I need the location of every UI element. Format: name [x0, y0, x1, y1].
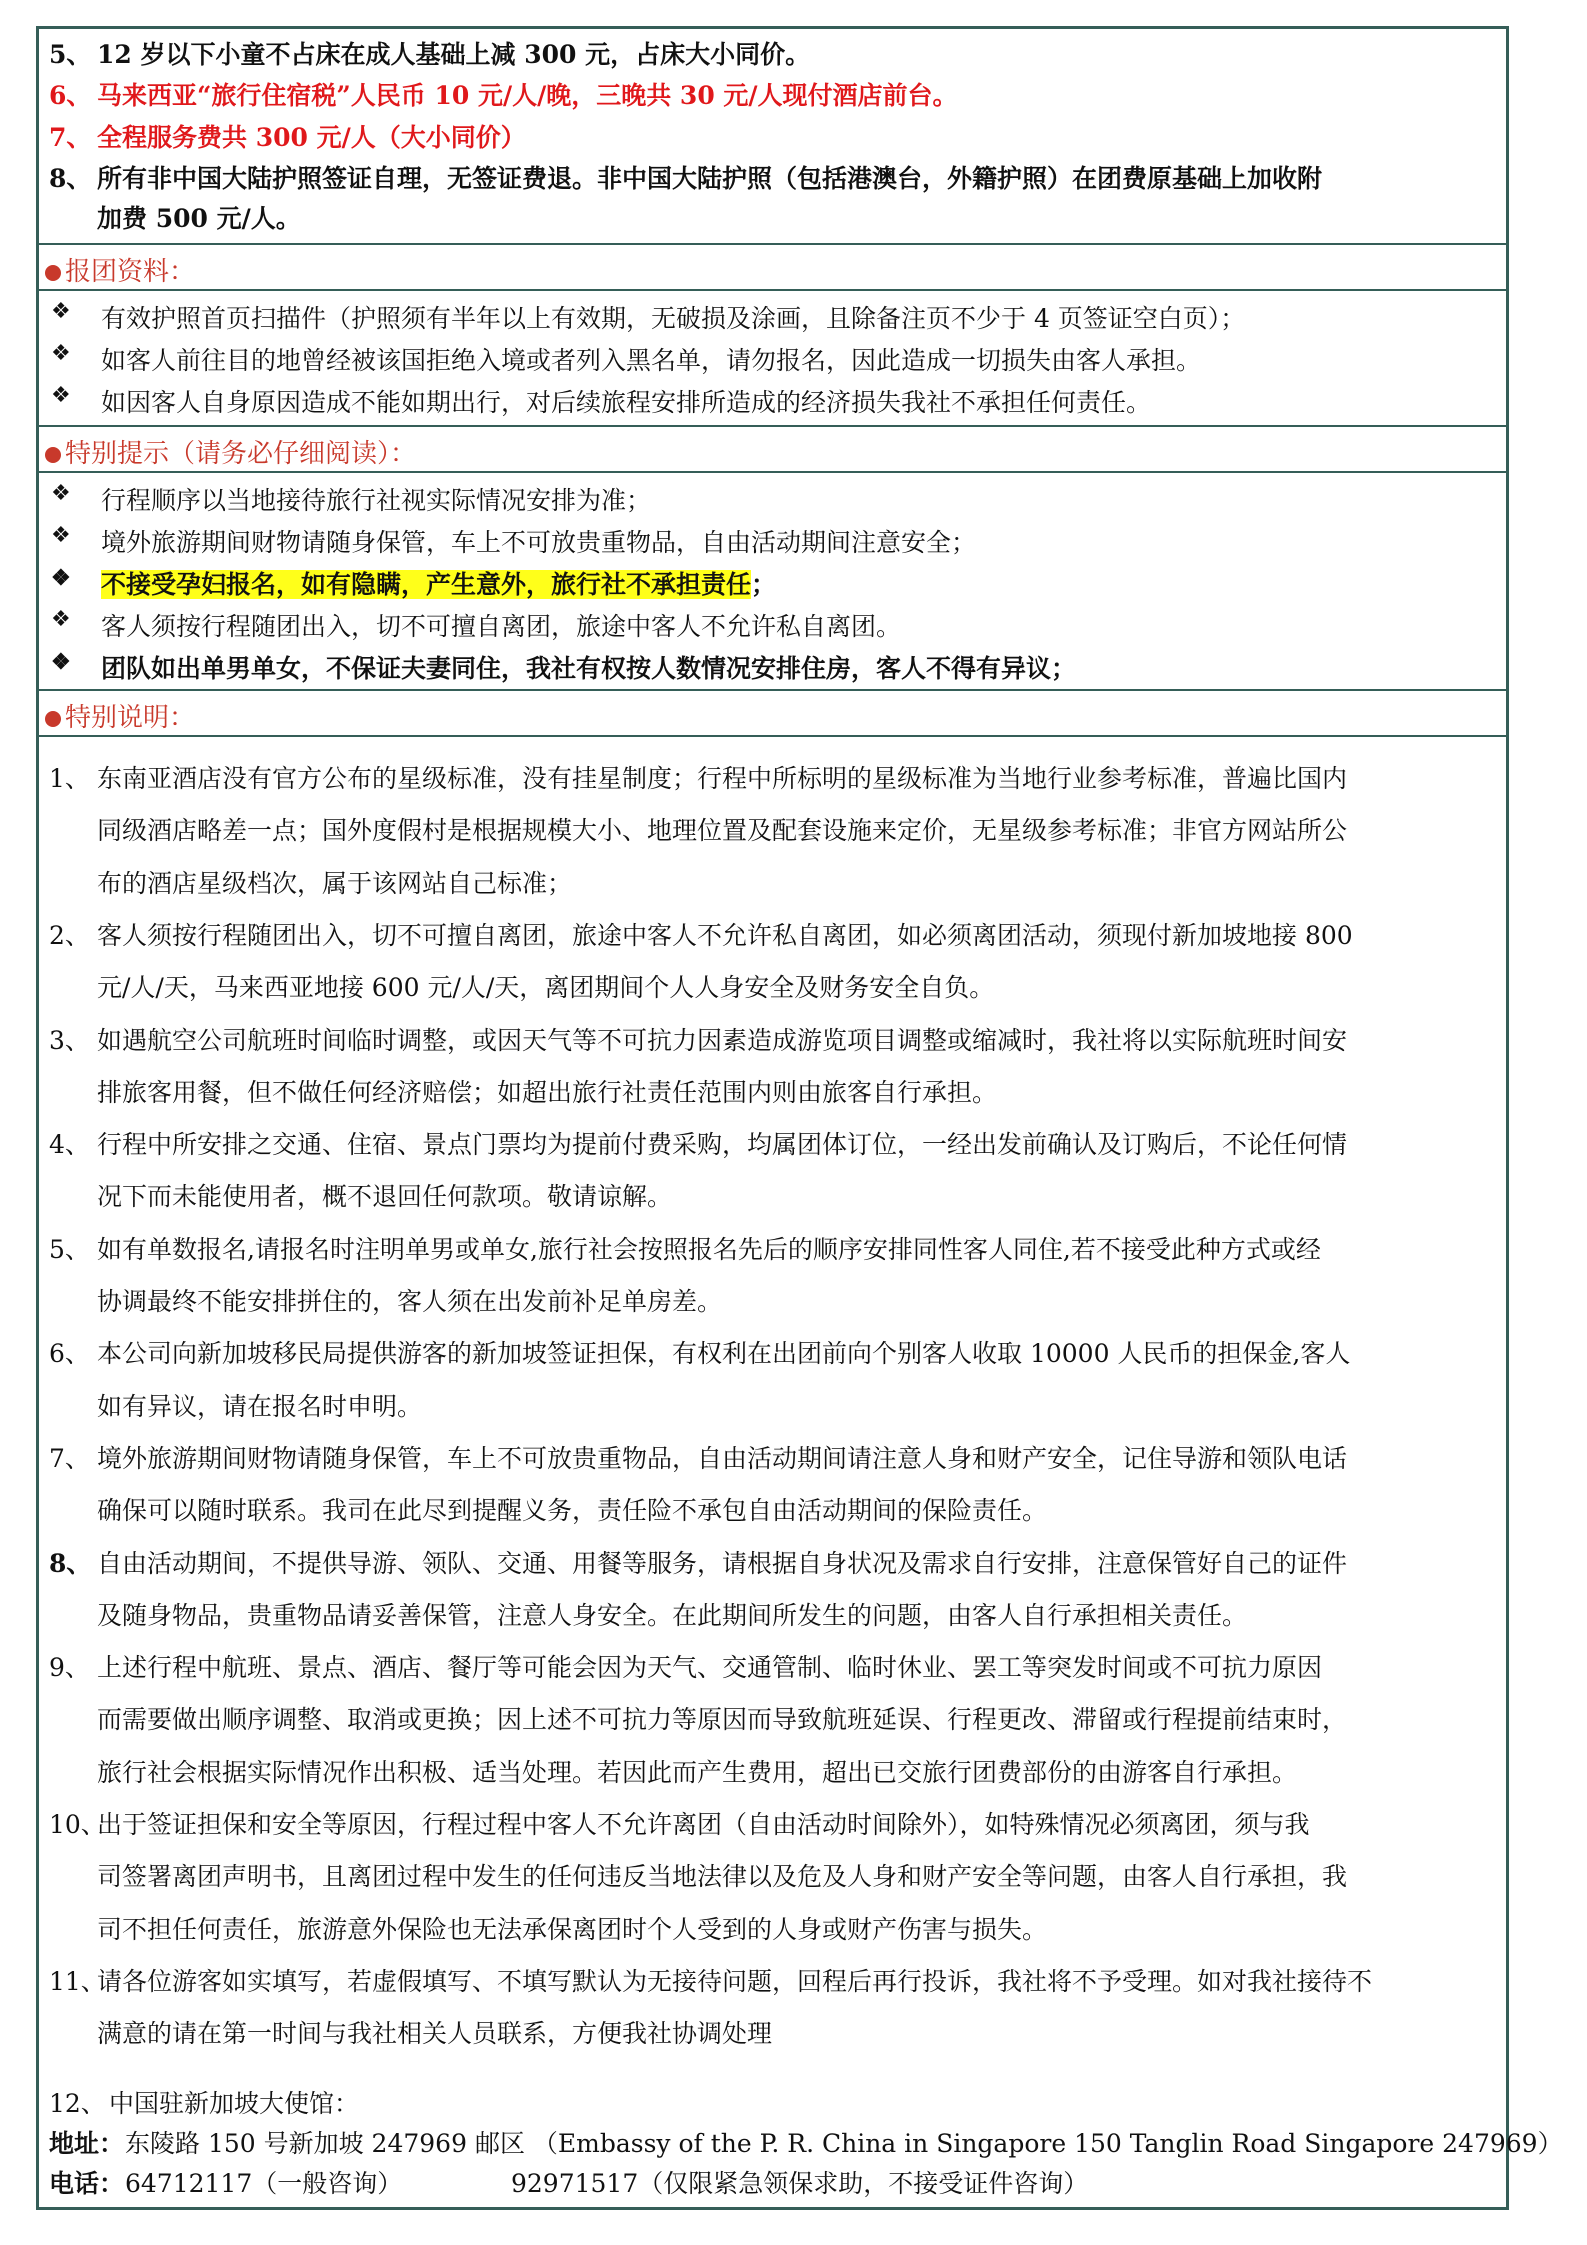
item-number: 12、 [49, 2089, 106, 2118]
note-text: 上述行程中航班、景点、酒店、餐厅等可能会因为天气、交通管制、临时休业、罢工等突发时间或不可抗力原因 [97, 1653, 1323, 1683]
note-text: 如有异议，请在报名时申明。 [97, 1391, 423, 1421]
address-text: 东陵路 150 号新加坡 247969 邮区 （Embassy of the P. R. China in Singapore 150 Tanglin Road Singapore 247969） [125, 2129, 1563, 2158]
bullet-dot-icon [45, 265, 61, 281]
item-number: 6、 [49, 1339, 90, 1369]
item-number: 3、 [49, 1025, 90, 1055]
document-frame: 5、 12 岁以下小童不占床在成人基础上减 300 元，占床大小同价。 6、 马来西亚“旅行住宿税”人民币 10 元/人/晚，三晚共 30 元/人现付酒店前台。 7、 全程服务费共 300 元/人（大小同价） 8、 所有非中国大陆护照签证自理，无签证费退。非中国大陆护照（包括港澳台，外籍护照）在团费原基础上加收附 加费 500 元/人。 报团资料： ❖ 有效护照首页扫描件（护照须有半年以上有效期，无破损及涂画，且除备注页不少于 4 页签证空白页）； ❖ 如客人前往目的地曾经被该国拒绝入境或者列入黑名单，请勿报名，因此造成一切损失由客人承担。 ❖ 如因客人自身原因造成不能如期出行，对后续旅程安排所造成的经济损失我社不承担任何责任。 特别提示（请务必仔细阅读）： ❖ 行程顺序以当地接待旅行社视实际情况安排为准； ❖ 境外旅游期间财物请随身保管，车上不可放贵重物品，自由活动期间注意安全； ❖ 不接受孕妇报名，如有隐瞒，产生意外，旅行社不承担责任； ❖ 客人须按行程随团出入，切不可擅自离团，旅途中客人不允许私自离团。 ❖ 团队如出单男单女，不保证夫妻同住，我社有权按人数情况安排住房，客人不得有异议； 特别说明： 1、 东南亚酒店没有官方公布的星级标准，没有挂星制度；行程中所标明的星级标准为当地行业参考标准，普遍比国内 同级酒店略差一点；国外度假村是根据规模大小、地理位置及配套设施来定价，无星级参考标准；非官方网站所公 布的酒店星级档次，属于该网站自己标准； 2、 客人须按行程随团出入，切不可擅自离团，旅途中客人不允许私自离团，如必须离团活动，须现付新加坡地接 800 元/人/天，马来西亚地接 600 元/人/天，离团期间个人人身安全及财务安全自负。 3、 如遇航空公司航班时间临时调整，或因天气等不可抗力因素造成游览项目调整或缩减时，我社将以实际航班时间安 排旅客用餐，但不做任何经济赔偿；如超出旅行社责任范围内则由旅客自行承担。 4、 行程中所安排之交通、住宿、景点门票均为提前付费采购，均属团体订位，一经出发前确认及订购后，不论任何情 况下而未能使用者，概不退回任何款项。敬请谅解。 5、 如有单数报名,请报名时注明单男或单女,旅行社会按照报名先后的顺序安排同性客人同住,若不接受此种方式或经 协调最终不能安排拼住的，客人须在出发前补足单房差。 6、 本公司向新加坡移民局提供游客的新加坡签证担保，有权利在出团前向个别客人收取 10000 人民币的担保金,客人 如有异议，请在报名时申明。 7、 境外旅游期间财物请随身保管，车上不可放贵重物品，自由活动期间请注意人身和财产安全，记住导游和领队电话 确保可以随时联系。我司在此尽到提醒义务，责任险不承包自由活动期间的保险责任。 8、 自由活动期间，不提供导游、领队、交通、用餐等服务，请根据自身状况及需求自行安排，注意保管好自己的证件 及随身物品，贵重物品请妥善保管，注意人身安全。在此期间所发生的问题，由客人自行承担相关责任。 9、 上述行程中航班、景点、酒店、餐厅等可能会因为天气、交通管制、临时休业、罢工等突发时间或不可抗力原因 而需要做出顺序调整、取消或更换；因上述不可抗力等原因而导致航班延误、行程更改、滞留或行程提前结束时， 旅行社会根据实际情况作出积极、适当处理。若因此而产生费用，超出已交旅行团费部份的由游客自行承担。 10、 出于签证担保和安全等原因，行程过程中客人不允许离团（自由活动时间除外），如特殊情况必须离团，须与我 司签署离团声明书，且离团过程中发生的任何违反当地法律以及危及人身和财产安全等问题，由客人自行承担，我 司不担任何责任，旅游意外保险也无法承保离团时个人受到的人身或财产伤害与损失。 11、 请各位游客如实填写，若虚假填写、不填写默认为无接待问题，回程后再行投诉，我社将不予受理。如对我社接待不 满意的请在第一时间与我社相关人员联系，方便我社协调处理 12、 中国驻新加坡大使馆： 地址： 东陵路 150 号新加坡 247969 邮区 （Embassy of the P. R. China in Singapore 150 Tanglin Road Singapore 247969） 电话： 64712117（一般咨询） 92971517（仅限紧急领保求助，不接受证件咨询） [36, 26, 1509, 2210]
phone-emergency: 92971517（仅限紧急领保求助，不接受证件咨询） [511, 2169, 1089, 2198]
divider [39, 471, 1506, 473]
note-text: 司签署离团声明书，且离团过程中发生的任何违反当地法律以及危及人身和财产安全等问题，由客人自行承担，我 [97, 1862, 1348, 1892]
item-number: 5、 [49, 1234, 90, 1264]
item-text: 全程服务费共 300 元/人（大小同价） [97, 123, 526, 152]
note-text: 行程中所安排之交通、住宿、景点门票均为提前付费采购，均属团体订位，一经出发前确认及订购后，不论任何情 [97, 1130, 1348, 1160]
note-text: 请各位游客如实填写，若虚假填写、不填写默认为无接待问题，回程后再行投诉，我社将不予受理。如对我社接待不 [97, 1966, 1373, 1996]
note-text: 确保可以随时联系。我司在此尽到提醒义务，责任险不承包自由活动期间的保险责任。 [97, 1496, 1048, 1526]
section-header-notes: 特别说明： [45, 697, 195, 734]
note-text: 布的酒店星级档次，属于该网站自己标准； [97, 868, 573, 898]
diamond-bullet-icon: ❖ [51, 383, 71, 408]
section-header-tips: 特别提示（请务必仔细阅读）： [45, 433, 416, 470]
note-text: 自由活动期间，不提供导游、领队、交通、用餐等服务，请根据自身状况及需求自行安排，注意保管好自己的证件 [97, 1548, 1348, 1578]
diamond-bullet-icon: ❖ [51, 607, 71, 632]
item-text: 所有非中国大陆护照签证自理，无签证费退。非中国大陆护照（包括港澳台，外籍护照）在团费原基础上加收附 [97, 164, 1323, 193]
item-number: 6、 [49, 81, 92, 110]
diamond-bullet-icon: ❖ [51, 565, 71, 591]
item-number: 5、 [49, 40, 92, 69]
note-text: 同级酒店略差一点；国外度假村是根据规模大小、地理位置及配套设施来定价，无星级参考标准；非官方网站所公 [97, 816, 1348, 846]
divider [39, 289, 1506, 291]
diamond-bullet-icon: ❖ [51, 341, 71, 366]
phone-general: 64712117（一般咨询） [125, 2169, 403, 2198]
note-text: 司不担任何责任，旅游意外保险也无法承保离团时个人受到的人身或财产伤害与损失。 [97, 1914, 1048, 1944]
note-text: 旅行社会根据实际情况作出积极、适当处理。若因此而产生费用，超出已交旅行团费部份的由游客自行承担。 [97, 1757, 1298, 1787]
note-text: 境外旅游期间财物请随身保管，车上不可放贵重物品，自由活动期间请注意人身和财产安全，记住导游和领队电话 [97, 1443, 1348, 1473]
item-number: 7、 [49, 123, 92, 152]
note-text: 满意的请在第一时间与我社相关人员联系，方便我社协调处理 [97, 2019, 773, 2049]
item-number: 8、 [49, 164, 92, 193]
note-text: 排旅客用餐，但不做任何经济赔偿；如超出旅行社责任范围内则由旅客自行承担。 [97, 1077, 998, 1107]
note-text: 元/人/天，马来西亚地接 600 元/人/天，离团期间个人人身安全及财务安全自负。 [97, 973, 995, 1003]
divider [39, 243, 1506, 245]
note-text: 如遇航空公司航班时间临时调整，或因天气等不可抗力因素造成游览项目调整或缩减时，我社将以实际航班时间安 [97, 1025, 1348, 1055]
item-number: 11、 [49, 1966, 106, 1996]
item-text: 加费 500 元/人。 [97, 204, 301, 233]
note-text: 客人须按行程随团出入，切不可擅自离团，旅途中客人不允许私自离团，如必须离团活动，须现付新加坡地接 800 [97, 920, 1353, 950]
note-text: 东南亚酒店没有官方公布的星级标准，没有挂星制度；行程中所标明的星级标准为当地行业参考标准，普遍比国内 [97, 764, 1348, 793]
diamond-bullet-icon: ❖ [51, 481, 71, 506]
note-text: 况下而未能使用者，概不退回任何款项。敬请谅解。 [97, 1182, 673, 1212]
note-text: 出于签证担保和安全等原因，行程过程中客人不允许离团（自由活动时间除外），如特殊情况必须离团，须与我 [97, 1810, 1310, 1839]
divider [39, 689, 1506, 691]
note-text: 如有单数报名,请报名时注明单男或单女,旅行社会按照报名先后的顺序安排同性客人同住,若不接受此种方式或经 [97, 1234, 1321, 1264]
diamond-bullet-icon: ❖ [51, 523, 71, 548]
divider [39, 425, 1506, 427]
diamond-bullet-icon: ❖ [51, 299, 71, 324]
item-number: 1、 [49, 764, 90, 793]
note-text: 本公司向新加坡移民局提供游客的新加坡签证担保，有权利在出团前向个别客人收取 10000 人民币的担保金,客人 [97, 1339, 1351, 1369]
item-number: 4、 [49, 1130, 90, 1160]
item-number: 2、 [49, 920, 90, 950]
item-text: 12 岁以下小童不占床在成人基础上减 300 元，占床大小同价。 [97, 40, 811, 69]
phone-label: 电话： [49, 2169, 125, 2198]
item-number: 10、 [49, 1810, 106, 1839]
address-label: 地址： [49, 2129, 125, 2158]
note-text: 而需要做出顺序调整、取消或更换；因上述不可抗力等原因而导致航班延误、行程更改、滞留或行程提前结束时， [97, 1705, 1348, 1735]
diamond-bullet-icon: ❖ [51, 649, 71, 675]
bullet-dot-icon [45, 447, 61, 463]
embassy-title: 中国驻新加坡大使馆： [109, 2089, 360, 2118]
item-number: 7、 [49, 1443, 90, 1473]
section-header-registration: 报团资料： [45, 251, 195, 288]
item-number: 8、 [49, 1548, 92, 1578]
item-text: 马来西亚“旅行住宿税”人民币 10 元/人/晚，三晚共 30 元/人现付酒店前台。 [97, 81, 958, 110]
item-number: 9、 [49, 1653, 90, 1683]
divider [39, 735, 1506, 737]
note-text: 协调最终不能安排拼住的，客人须在出发前补足单房差。 [97, 1287, 723, 1316]
bullet-dot-icon [45, 711, 61, 727]
highlighted-text: 不接受孕妇报名，如有隐瞒，产生意外，旅行社不承担责任 [101, 570, 752, 599]
note-text: 及随身物品，贵重物品请妥善保管，注意人身安全。在此期间所发生的问题，由客人自行承担相关责任。 [97, 1600, 1248, 1630]
